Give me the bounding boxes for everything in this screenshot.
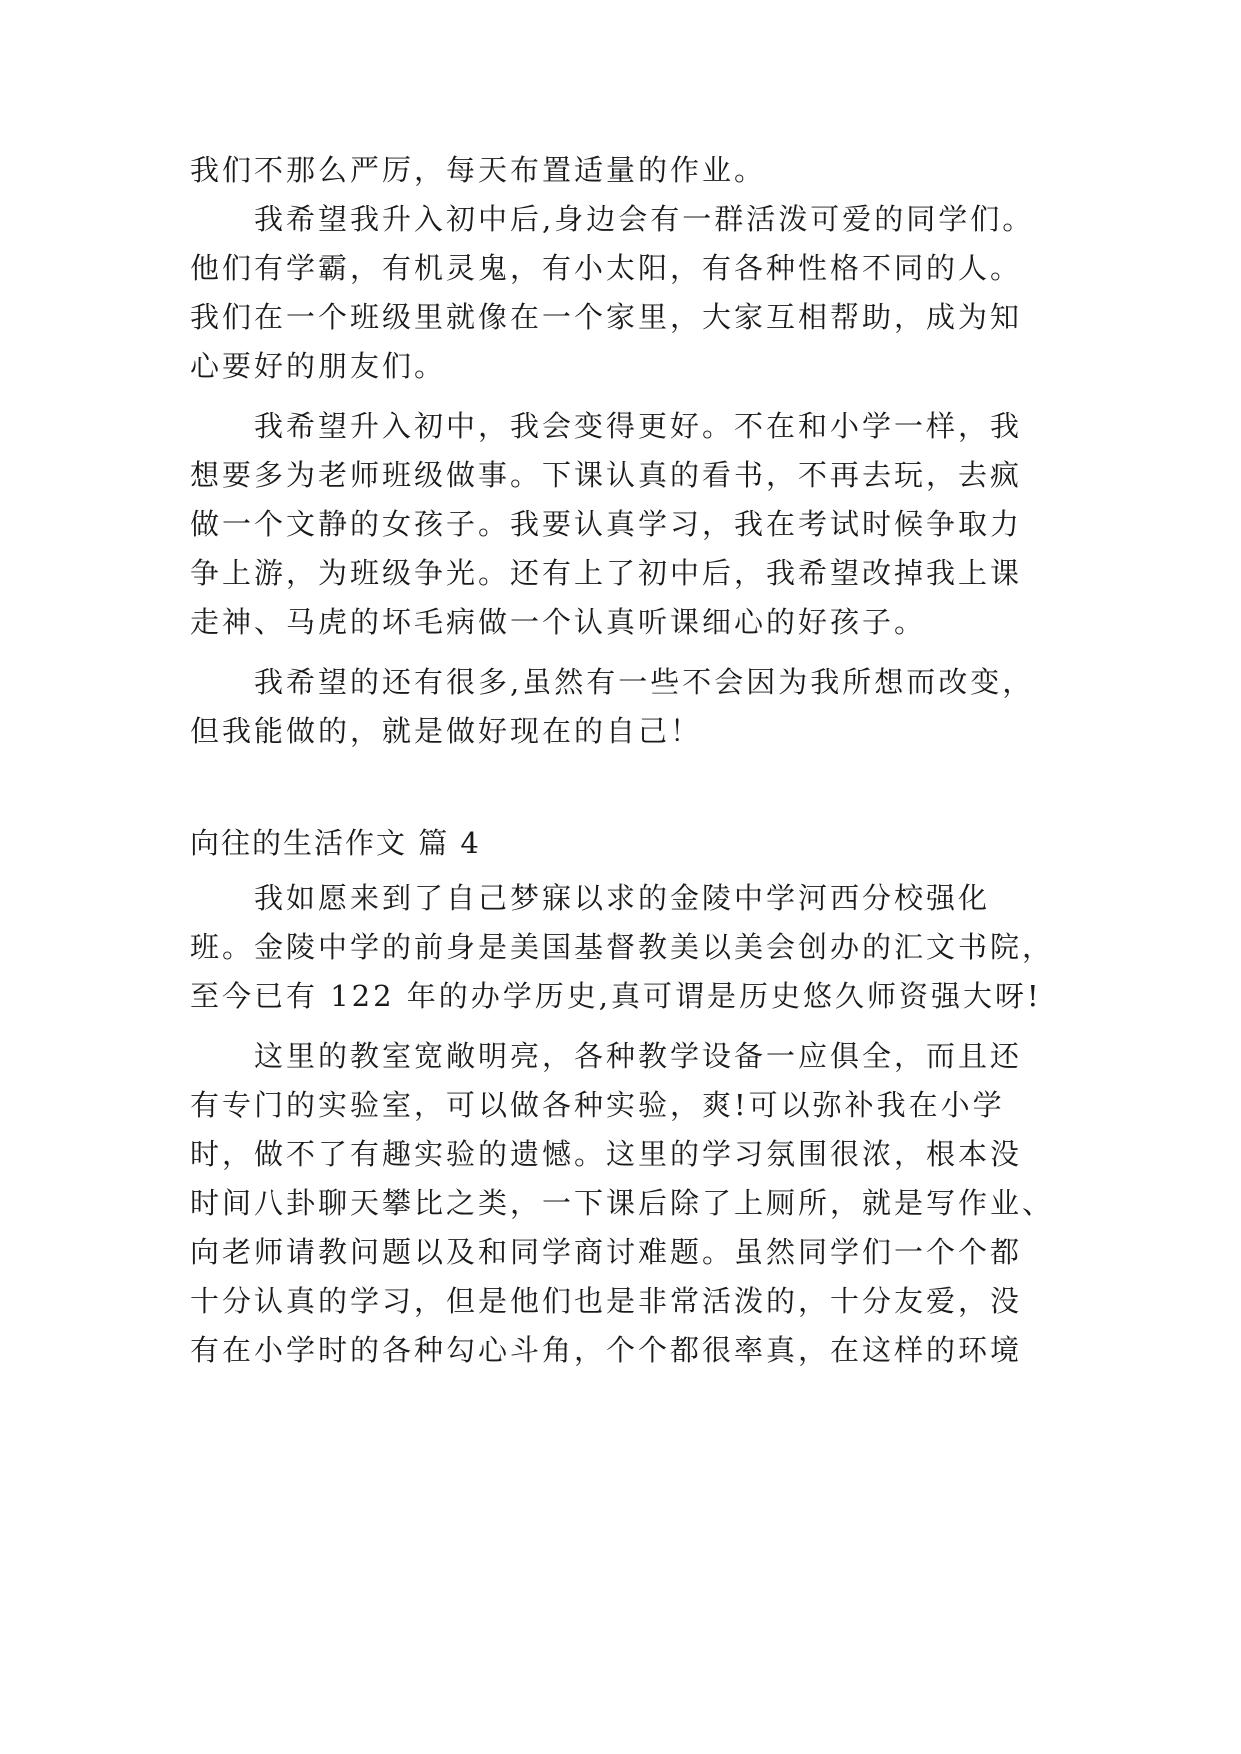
text-line: 争上游，为班级争光。还有上了初中后，我希望改掉我上课 [190,556,1023,590]
paragraph-start-line: 我希望的还有很多,虽然有一些不会因为我所想而改变， [254,665,1035,699]
text-line: 向老师请教问题以及和同学商讨难题。虽然同学们一个个都 [190,1235,1023,1269]
paragraph-start-line: 我希望我升入初中后,身边会有一群活泼可爱的同学们。 [254,202,1035,236]
text-line: 时间八卦聊天攀比之类，一下课后除了上厕所，就是写作业、 [190,1186,1055,1220]
text-line: 他们有学霸，有机灵鬼，有小太阳，有各种性格不同的人。 [190,251,1023,285]
text-line: 有在小学时的各种勾心斗角，个个都很率真，在这样的环境 [190,1333,1023,1367]
text-line: 走神、马虎的坏毛病做一个认真听课细心的好孩子。 [190,605,927,639]
section-heading: 向往的生活作文 篇 4 [190,826,481,860]
text-line: 心要好的朋友们。 [190,349,447,383]
paragraph-start-line: 我如愿来到了自己梦寐以求的金陵中学河西分校强化 [254,881,991,915]
text-line: 时，做不了有趣实验的遗憾。这里的学习氛围很浓，根本没 [190,1137,1023,1171]
paragraph-start-line: 我希望升入初中，我会变得更好。不在和小学一样，我 [254,409,1023,443]
text-line: 有专门的实验室，可以做各种实验，爽!可以弥补我在小学 [190,1088,1005,1122]
text-line: 我们不那么严厉，每天布置适量的作业。 [190,153,767,187]
paragraph-start-line: 这里的教室宽敞明亮，各种教学设备一应俱全，而且还 [254,1039,1023,1073]
text-line: 我们在一个班级里就像在一个家里，大家互相帮助，成为知 [190,300,1023,334]
text-line: 想要多为老师班级做事。下课认真的看书，不再去玩，去疯 [190,458,1023,492]
text-line: 但我能做的，就是做好现在的自己！ [190,714,703,748]
text-line: 班。金陵中学的前身是美国基督教美以美会创办的汇文书院， [190,930,1055,964]
text-line: 十分认真的学习，但是他们也是非常活泼的，十分友爱，没 [190,1284,1023,1318]
text-line: 做一个文静的女孩子。我要认真学习，我在考试时候争取力 [190,507,1023,541]
text-line: 至今已有 122 年的办学历史,真可谓是历史悠久师资强大呀! [190,979,1042,1013]
